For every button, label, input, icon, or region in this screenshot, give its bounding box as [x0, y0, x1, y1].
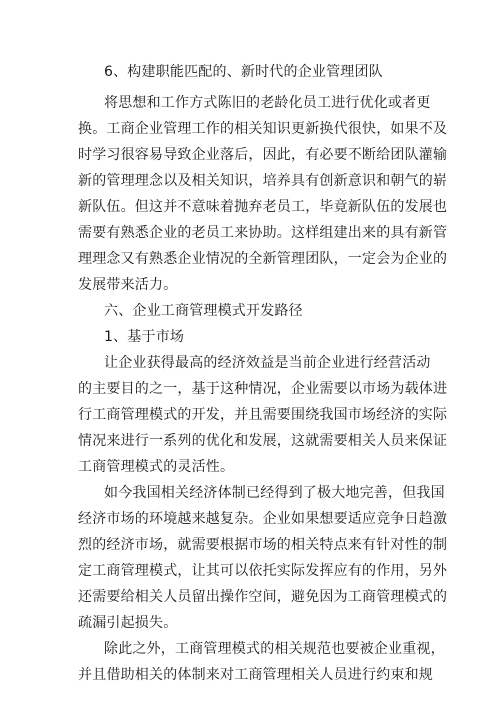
paragraph-line: 需要有熟悉企业的老员工来协助。这样组建出来的具有新管: [78, 225, 448, 241]
paragraph-line: 理理念又有熟悉企业情况的全新管理团队，一定会为企业的: [78, 251, 448, 267]
subsection-heading-1: 1、基于市场: [104, 329, 185, 345]
paragraph-line: 新的管理理念以及相关知识，培养具有创新意识和朝气的崭: [78, 173, 448, 189]
paragraph-line: 除此之外，工商管理模式的相关规范也要被企业重视，: [104, 641, 445, 657]
paragraph-line: 烈的经济市场，就需要根据市场的相关特点来有针对性的制: [78, 537, 448, 553]
paragraph-line: 疏漏引起损失。: [78, 615, 178, 631]
paragraph-line: 将思想和工作方式陈旧的老龄化员工进行优化或者更: [104, 95, 431, 111]
paragraph-line: 工商管理模式的灵活性。: [78, 459, 235, 475]
paragraph-line: 发展带来活力。: [78, 277, 178, 293]
paragraph-line: 换。工商企业管理工作的相关知识更新换代很快，如果不及: [78, 121, 448, 137]
paragraph-line: 的主要目的之一，基于这种情况，企业需要以市场为载体进: [78, 381, 448, 397]
paragraph-line: 定工商管理模式，让其可以依托实际发挥应有的作用，另外: [78, 563, 448, 579]
section-heading-6: 6、构建职能匹配的、新时代的企业管理团队: [104, 64, 383, 80]
paragraph-line: 情况来进行一系列的优化和发展，这就需要相关人员来保证: [78, 433, 448, 449]
section-heading-six: 六、企业工商管理模式开发路径: [104, 303, 303, 319]
paragraph-line: 让企业获得最高的经济效益是当前企业进行经营活动: [104, 355, 431, 371]
paragraph-line: 经济市场的环境越来越复杂。企业如果想要适应竞争日趋激: [78, 511, 448, 527]
paragraph-line: 如今我国相关经济体制已经得到了极大地完善，但我国: [104, 485, 445, 501]
paragraph-line: 还需要给相关人员留出操作空间，避免因为工商管理模式的: [78, 589, 448, 605]
paragraph-line: 新队伍。但这并不意味着抛弃老员工，毕竟新队伍的发展也: [78, 199, 448, 215]
paragraph-line: 行工商管理模式的开发，并且需要围绕我国市场经济的实际: [78, 407, 448, 423]
paragraph-line: 并且借助相关的体制来对工商管理相关人员进行约束和规: [78, 667, 433, 683]
paragraph-line: 时学习很容易导致企业落后，因此，有必要不断给团队灌输: [78, 147, 448, 163]
